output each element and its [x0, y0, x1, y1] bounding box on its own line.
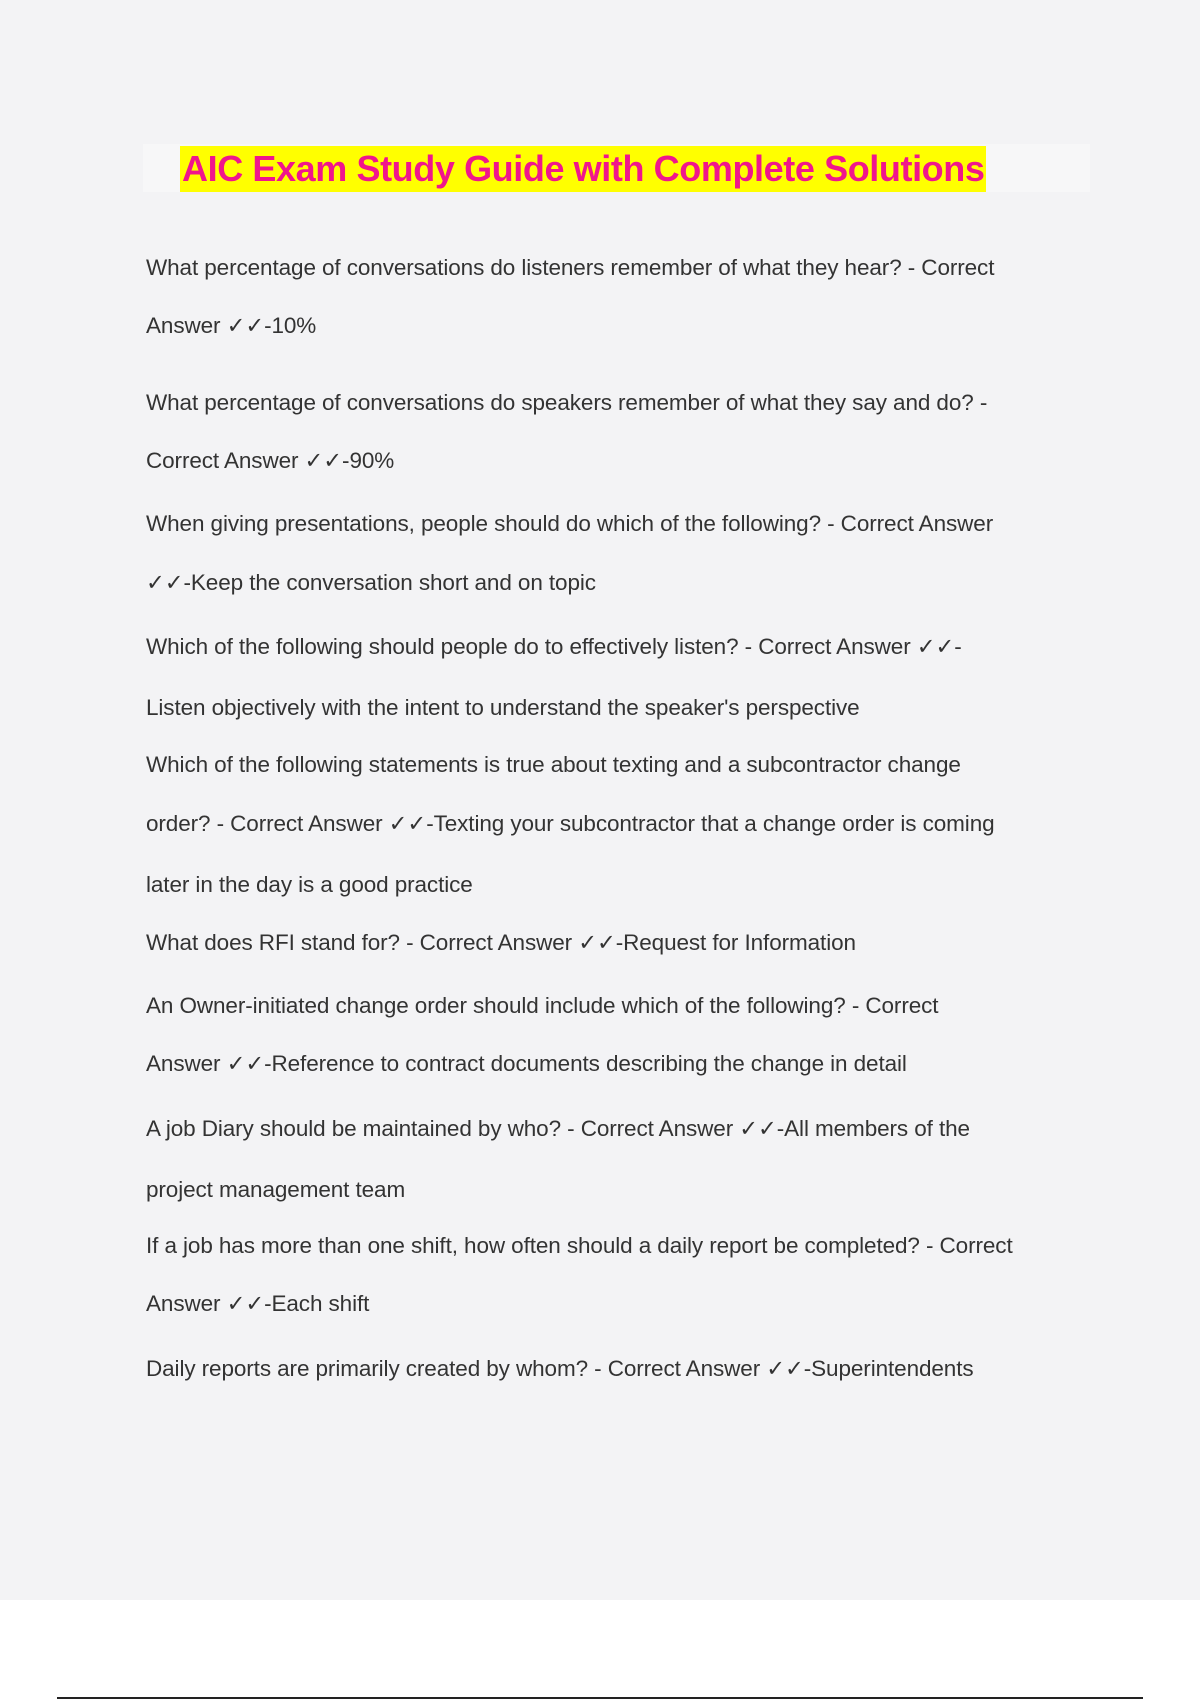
qa-line: order? - Correct Answer ✓✓-Texting your subcontractor that a change order is coming: [146, 811, 995, 836]
qa-line: Answer ✓✓-Reference to contract documents describing the change in detail: [146, 1051, 907, 1076]
qa-line: Correct Answer ✓✓-90%: [146, 448, 395, 473]
qa-line: If a job has more than one shift, how often should a daily report be completed? - Correct: [146, 1233, 1013, 1258]
qa-line: Listen objectively with the intent to understand the speaker's perspective: [146, 695, 860, 720]
qa-line: Which of the following statements is true about texting and a subcontractor change: [146, 752, 961, 777]
qa-line: ✓✓-Keep the conversation short and on topic: [146, 570, 596, 595]
qa-line: An Owner-initiated change order should include which of the following? - Correct: [146, 993, 939, 1018]
qa-line: What does RFI stand for? - Correct Answer ✓✓-Request for Information: [146, 930, 856, 955]
qa-line: What percentage of conversations do speakers remember of what they say and do? -: [146, 390, 988, 415]
qa-line: Answer ✓✓-10%: [146, 313, 317, 338]
qa-line: Answer ✓✓-Each shift: [146, 1291, 370, 1316]
qa-line: What percentage of conversations do listeners remember of what they hear? - Correct: [146, 255, 995, 280]
qa-line: Which of the following should people do to effectively listen? - Correct Answer ✓✓-: [146, 634, 962, 659]
page-title: AIC Exam Study Guide with Complete Solutions: [180, 146, 986, 192]
qa-line: project management team: [146, 1177, 406, 1202]
qa-line: A job Diary should be maintained by who? - Correct Answer ✓✓-All members of the: [146, 1116, 970, 1141]
qa-line: When giving presentations, people should do which of the following? - Correct Answer: [146, 511, 994, 536]
qa-line: Daily reports are primarily created by whom? - Correct Answer ✓✓-Superintendents: [146, 1356, 974, 1381]
qa-line: later in the day is a good practice: [146, 872, 473, 897]
bottom-rule: [57, 1697, 1143, 1699]
